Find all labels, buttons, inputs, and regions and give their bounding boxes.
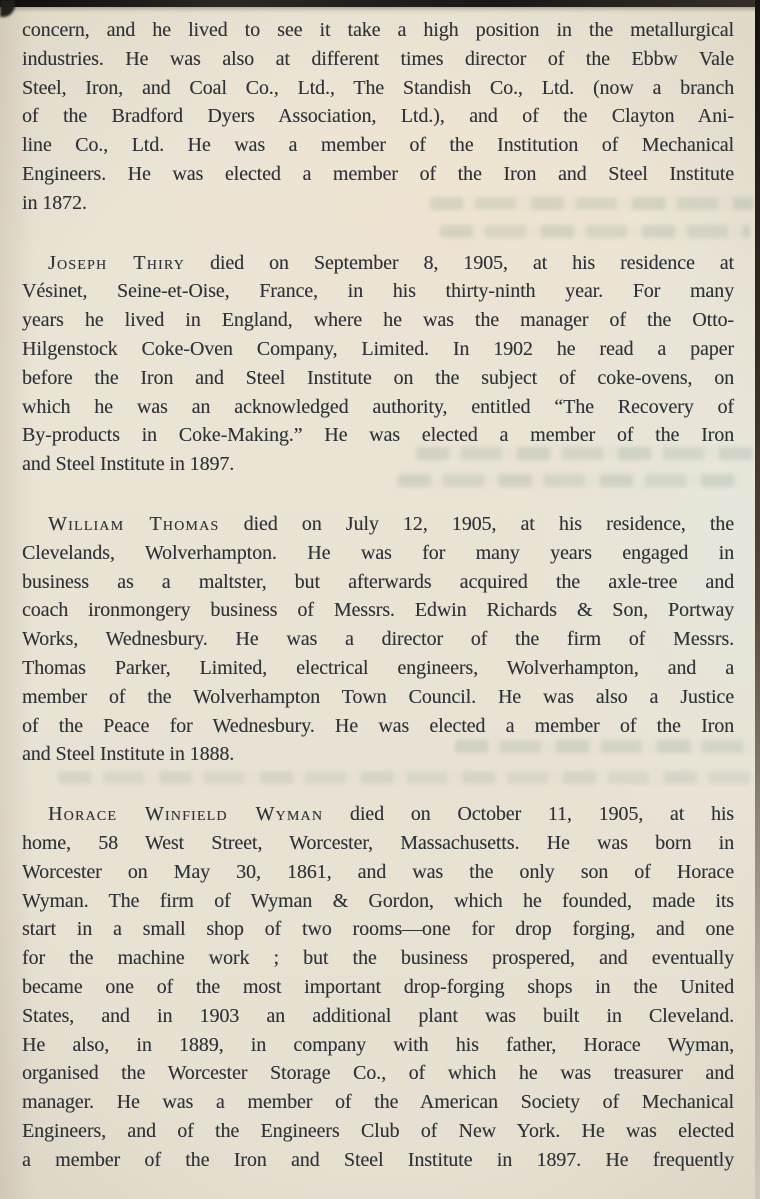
text-line: Worcester on May 30, 1861, and was the only son of Horace (22, 860, 734, 883)
text-line: of the Bradford Dyers Association, Ltd.), and of the Clayton Ani- (22, 105, 734, 128)
page-top-left-corner (0, 0, 15, 17)
text-line: before the Iron and Steel Institute on the subject of coke-ovens, on (22, 366, 734, 389)
text-line: member of the Wolverhampton Town Council. He was also a Justice (22, 685, 734, 708)
text-line: manager. He was a member of the American Society of Mechanical (22, 1091, 734, 1114)
text-line: start in a small shop of two rooms—one for drop forging, and one (22, 918, 734, 941)
paragraph (22, 16, 734, 218)
text-line: became one of the most important drop-forging shops in the United (22, 975, 734, 998)
text-line: Steel, Iron, and Coal Co., Ltd., The Standish Co., Ltd. (now a branch (22, 76, 734, 99)
text-line: Works, Wednesbury. He was a director of the firm of Messrs. (22, 628, 734, 651)
paragraph (22, 249, 734, 479)
text-line: He also, in 1889, in company with his father, Horace Wyman, (22, 1033, 734, 1056)
text-block (22, 16, 734, 1174)
text-line: Thomas Parker, Limited, electrical engineers, Wolverhampton, and a (22, 656, 734, 679)
text-line: Clevelands, Wolverhampton. He was for many years engaged in (22, 541, 734, 564)
obituary-name: William Thomas (48, 512, 220, 535)
text-line: a member of the Iron and Steel Institute in 1897. He frequently (22, 1148, 734, 1171)
text-line: for the machine work ; but the business prospered, and eventually (22, 947, 734, 970)
text-line: and Steel Institute in 1888. (22, 743, 235, 766)
text-line: Horace Winfield Wyman died on October 11, 1905, at his (48, 803, 734, 826)
text-line: concern, and he lived to see it take a high position in the metallurgical (22, 19, 734, 41)
text-line: Engineers, and of the Engineers Club of New York. He was elected (22, 1119, 734, 1142)
text-line: and Steel Institute in 1897. (22, 453, 235, 476)
page-top-edge (0, 0, 760, 7)
text-line: in 1872. (22, 191, 87, 214)
text-line: home, 58 West Street, Worcester, Massachusetts. He was born in (22, 831, 734, 854)
text-line: line Co., Ltd. He was a member of the Institution of Mechanical (22, 134, 734, 157)
text-line: business as a maltster, but afterwards acquired the axle-tree and (22, 570, 734, 593)
text-line: States, and in 1903 an additional plant was built in Cleveland. (22, 1004, 734, 1027)
text-line: organised the Worcester Storage Co., of which he was treasurer and (22, 1062, 734, 1085)
text-line: By-products in Coke-Making.” He was elected a member of the Iron (22, 424, 734, 447)
text-line: Wyman. The firm of Wyman & Gordon, which he founded, made its (22, 889, 734, 912)
paragraph (22, 510, 734, 769)
text-line: which he was an acknowledged authority, entitled “The Recovery of (22, 395, 734, 418)
text-line: William Thomas died on July 12, 1905, at his residence, the (48, 512, 734, 535)
text-line: Vésinet, Seine-et-Oise, France, in his thirty-ninth year. For many (22, 280, 734, 303)
text-line: industries. He was also at different times director of the Ebbw Vale (22, 47, 734, 70)
obituary-name: Joseph Thiry (48, 251, 185, 274)
text-line: coach ironmongery business of Messrs. Edwin Richards & Son, Portway (22, 599, 734, 622)
text-line: Hilgenstock Coke-Oven Company, Limited. In 1902 he read a paper (22, 337, 734, 360)
text-line: of the Peace for Wednesbury. He was elected a member of the Iron (22, 714, 734, 737)
text-line: years he lived in England, where he was the manager of the Otto- (22, 309, 734, 332)
text-line: Engineers. He was elected a member of the Iron and Steel Institute (22, 162, 734, 185)
obituary-name: Horace Winfield Wyman (48, 803, 324, 826)
page-right-edge (755, 0, 760, 1199)
text-line: Joseph Thiry died on September 8, 1905, at his residence at (48, 251, 734, 274)
paragraph (22, 800, 734, 1174)
